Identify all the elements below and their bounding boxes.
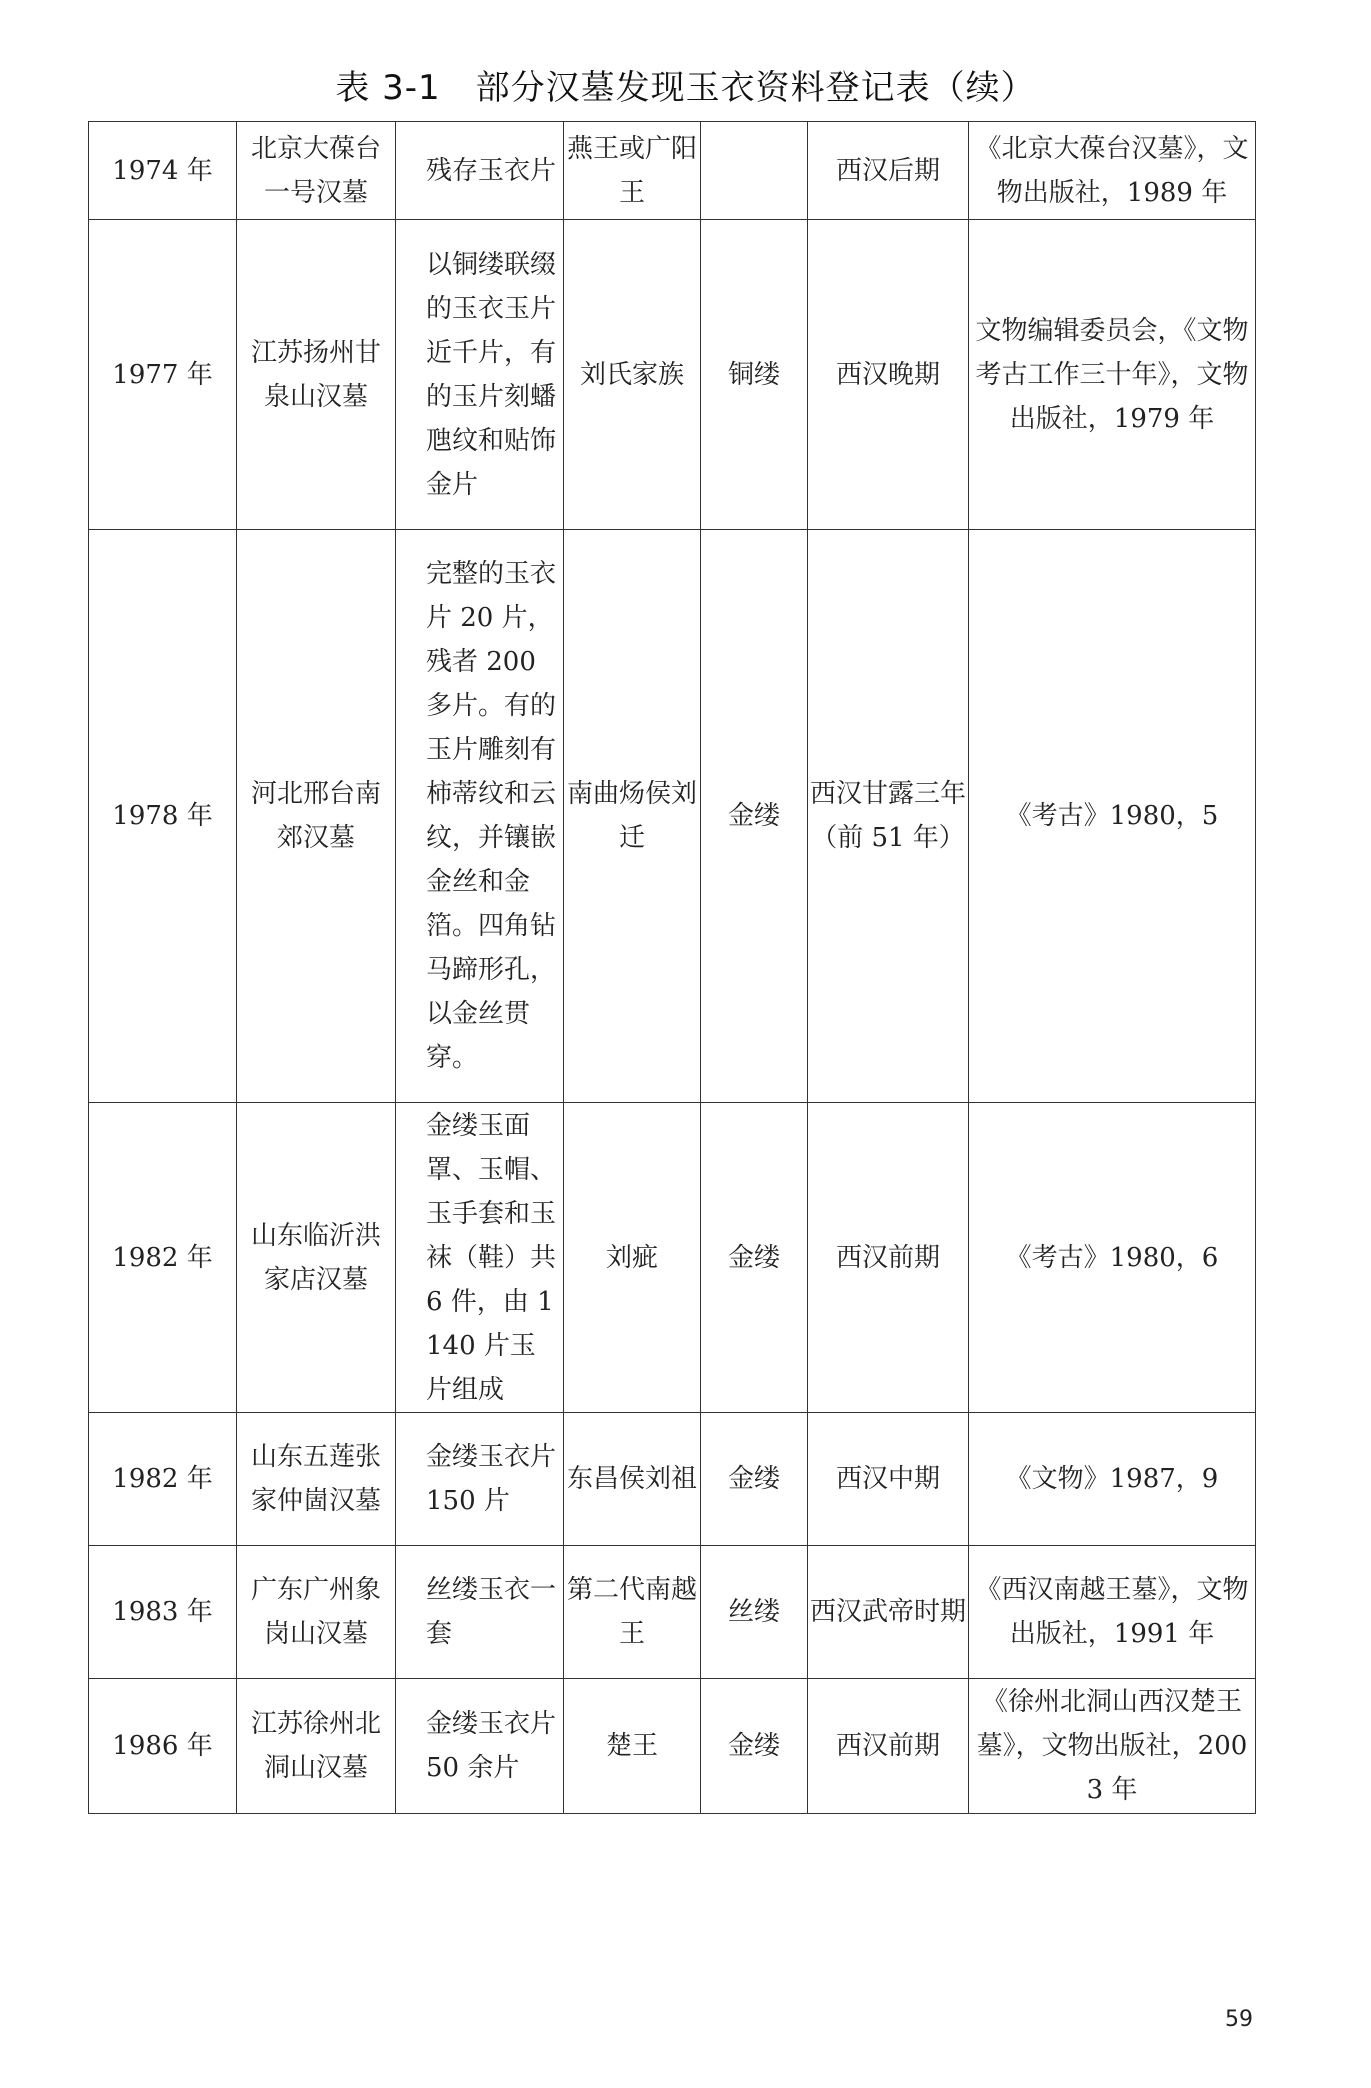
- site-cell: 广东广州象岗山汉墓: [237, 1546, 396, 1679]
- table-row: [89, 1546, 1256, 1679]
- site-cell: 江苏扬州甘泉山汉墓: [237, 220, 396, 530]
- source-cell: 《北京大葆台汉墓》，文物出版社，1989 年: [969, 122, 1256, 220]
- site-cell: 河北邢台南郊汉墓: [237, 530, 396, 1103]
- period-cell: 西汉武帝时期: [808, 1546, 969, 1679]
- find-cell: 以铜缕联缀的玉衣玉片近千片，有的玉片刻蟠虺纹和贴饰金片: [396, 220, 564, 530]
- table-row: [89, 530, 1256, 1103]
- period-cell: 西汉前期: [808, 1679, 969, 1814]
- year-cell: 1982 年: [89, 1103, 237, 1413]
- thread-cell: 金缕: [701, 1103, 808, 1413]
- source-cell: 《考古》1980，5: [969, 530, 1256, 1103]
- owner-cell: 第二代南越王: [564, 1546, 701, 1679]
- site-cell: 山东五莲张家仲崮汉墓: [237, 1413, 396, 1546]
- period-cell: 西汉前期: [808, 1103, 969, 1413]
- table-row: [89, 122, 1256, 220]
- period-cell: 西汉中期: [808, 1413, 969, 1546]
- table-row: [89, 220, 1256, 530]
- thread-cell: [701, 122, 808, 220]
- jade-suit-registry-table: [88, 121, 1256, 1814]
- source-cell: 《西汉南越王墓》，文物出版社，1991 年: [969, 1546, 1256, 1679]
- find-cell: 丝缕玉衣一套: [396, 1546, 564, 1679]
- year-cell: 1974 年: [89, 122, 237, 220]
- site-cell: 北京大葆台一号汉墓: [237, 122, 396, 220]
- source-cell: 《徐州北洞山西汉楚王墓》，文物出版社，2003 年: [969, 1679, 1256, 1814]
- period-cell: 西汉后期: [808, 122, 969, 220]
- thread-cell: 金缕: [701, 530, 808, 1103]
- owner-cell: 东昌侯刘祖: [564, 1413, 701, 1546]
- owner-cell: 刘氏家族: [564, 220, 701, 530]
- page-number: 59: [1225, 2007, 1253, 2032]
- find-cell: 残存玉衣片: [396, 122, 564, 220]
- table-row: [89, 1103, 1256, 1413]
- page-title: 表 3-1 部分汉墓发现玉衣资料登记表（续）: [335, 68, 1036, 108]
- year-cell: 1977 年: [89, 220, 237, 530]
- owner-cell: 楚王: [564, 1679, 701, 1814]
- owner-cell: 刘疵: [564, 1103, 701, 1413]
- table-row: [89, 1679, 1256, 1814]
- find-cell: 金缕玉衣片 50 余片: [396, 1679, 564, 1814]
- source-cell: 《考古》1980，6: [969, 1103, 1256, 1413]
- thread-cell: 丝缕: [701, 1546, 808, 1679]
- source-cell: 《文物》1987，9: [969, 1413, 1256, 1546]
- table-body: [89, 122, 1256, 1814]
- year-cell: 1982 年: [89, 1413, 237, 1546]
- period-cell: 西汉晚期: [808, 220, 969, 530]
- site-cell: 江苏徐州北洞山汉墓: [237, 1679, 396, 1814]
- period-cell: 西汉甘露三年（前 51 年）: [808, 530, 969, 1103]
- find-cell: 金缕玉衣片 150 片: [396, 1413, 564, 1546]
- year-cell: 1978 年: [89, 530, 237, 1103]
- owner-cell: 南曲炀侯刘迁: [564, 530, 701, 1103]
- thread-cell: 铜缕: [701, 220, 808, 530]
- site-cell: 山东临沂洪家店汉墓: [237, 1103, 396, 1413]
- find-cell: 金缕玉面罩、玉帽、玉手套和玉袜（鞋）共 6 件，由 1140 片玉片组成: [396, 1103, 564, 1413]
- year-cell: 1986 年: [89, 1679, 237, 1814]
- thread-cell: 金缕: [701, 1413, 808, 1546]
- owner-cell: 燕王或广阳王: [564, 122, 701, 220]
- year-cell: 1983 年: [89, 1546, 237, 1679]
- find-cell: 完整的玉衣片 20 片，残者 200 多片。有的玉片雕刻有柿蒂纹和云纹，并镶嵌金丝和金箔。四角钻马蹄形孔，以金丝贯穿。: [396, 530, 564, 1103]
- thread-cell: 金缕: [701, 1679, 808, 1814]
- source-cell: 文物编辑委员会，《文物考古工作三十年》，文物出版社，1979 年: [969, 220, 1256, 530]
- table-row: [89, 1413, 1256, 1546]
